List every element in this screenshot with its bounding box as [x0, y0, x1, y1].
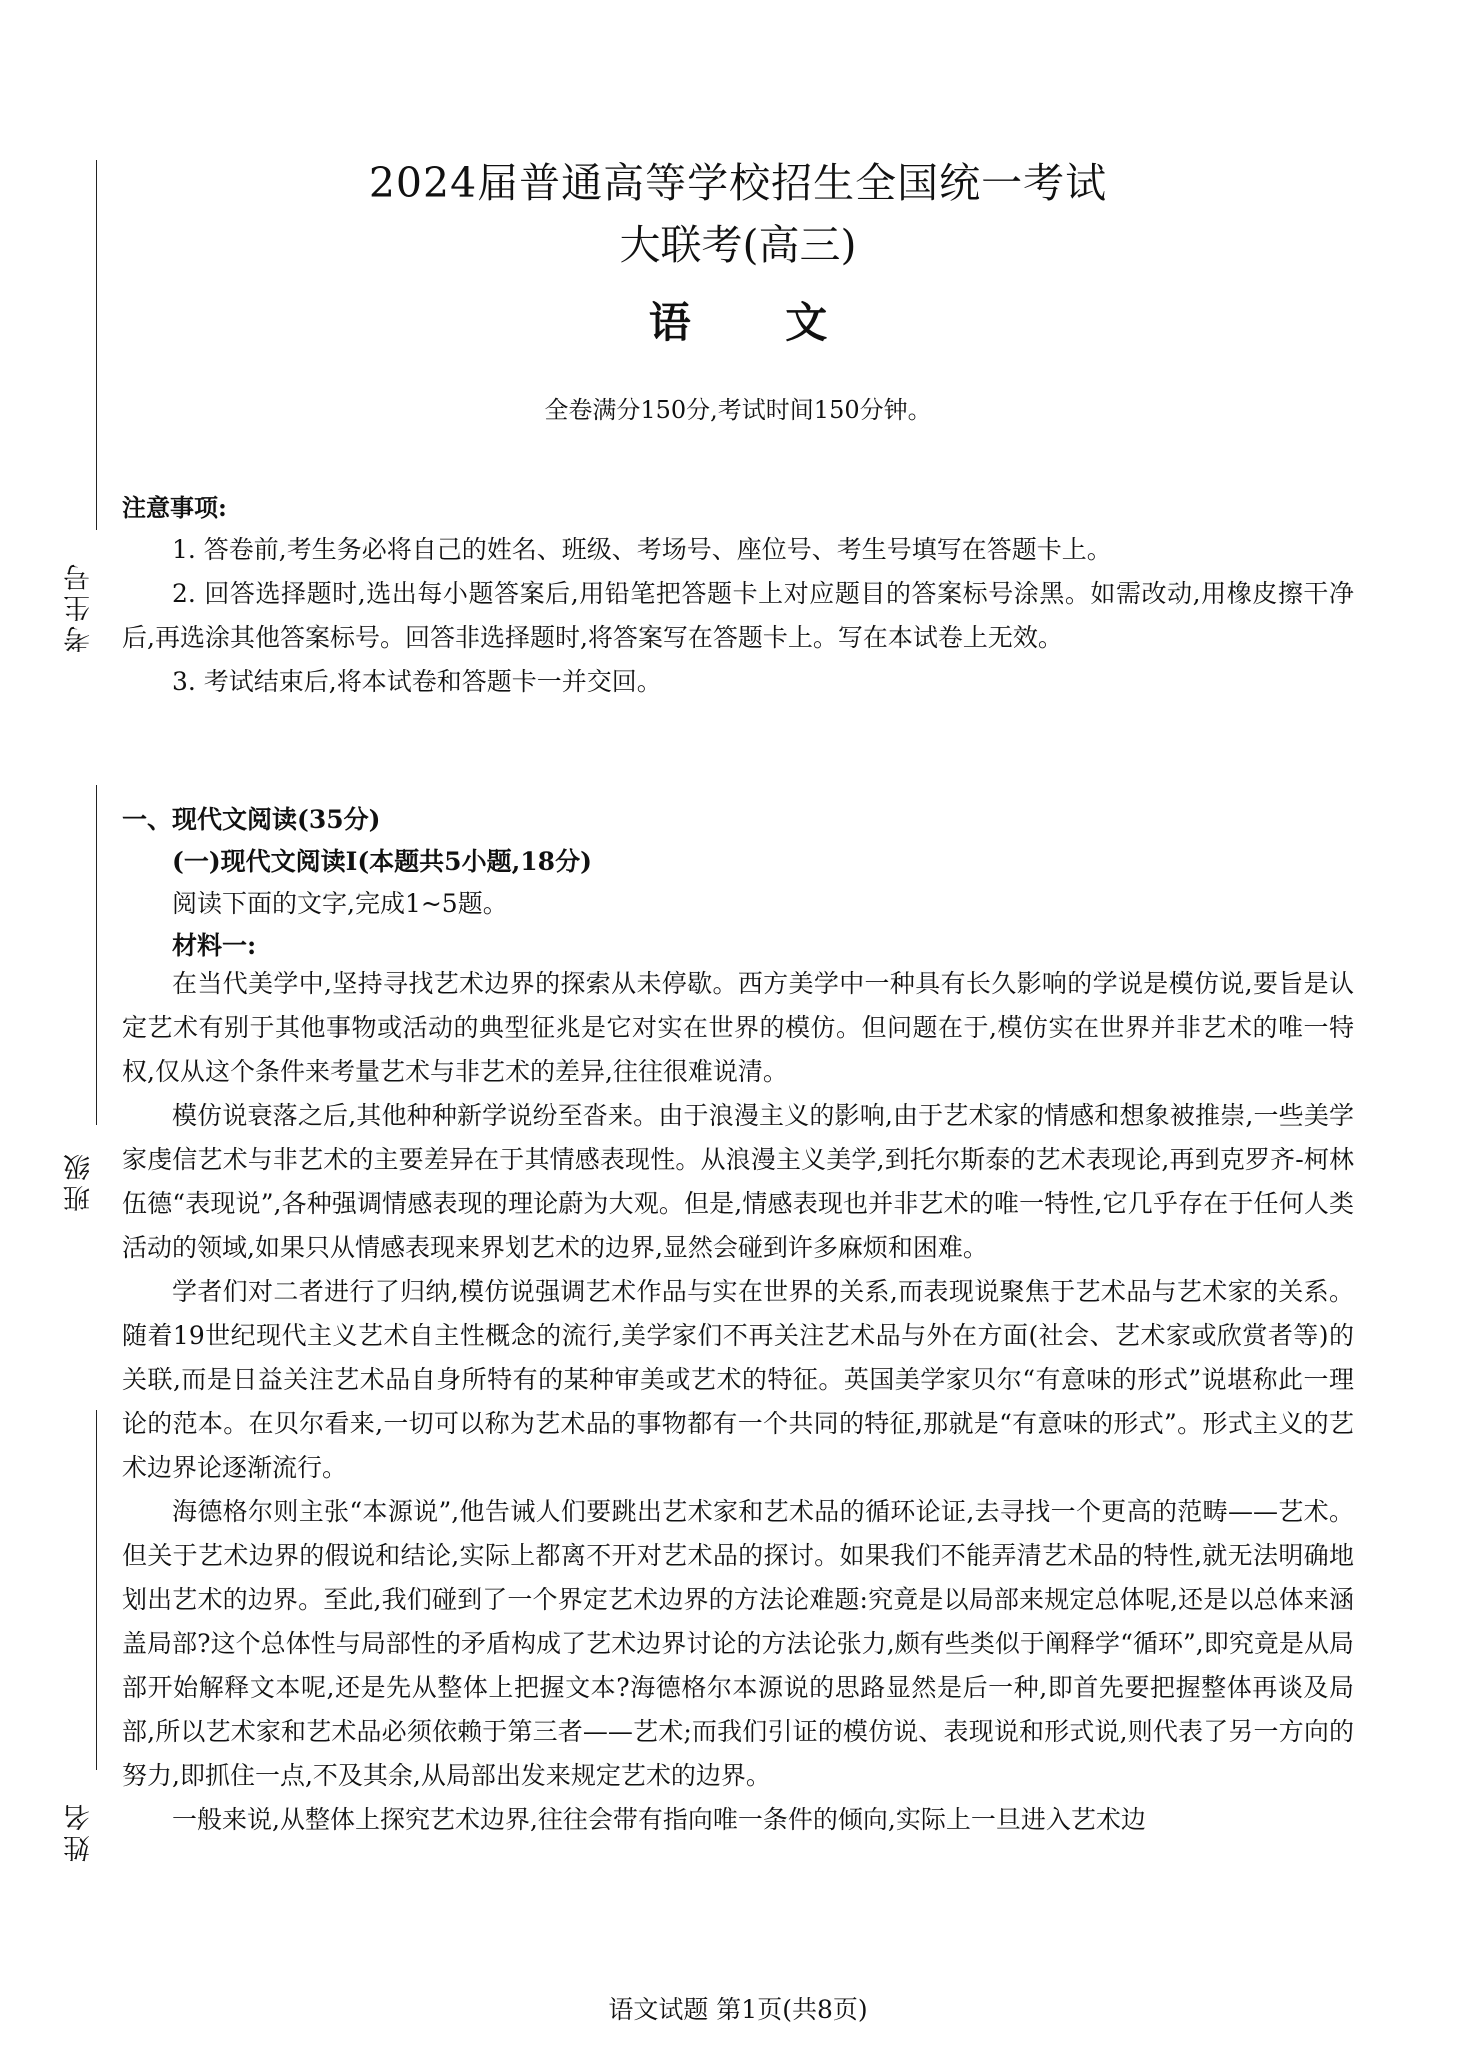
- notice-item: 3. 考试结束后,将本试卷和答题卡一并交回。: [172, 667, 662, 696]
- binding-line-bottom: [96, 1410, 97, 1770]
- passage-paragraph: 一般来说,从整体上探究艺术边界,往往会带有指向唯一条件的倾向,实际上一旦进入艺术边: [172, 1805, 1146, 1834]
- name-label: 姓名: [64, 1800, 95, 1862]
- material-label: 材料一:: [172, 931, 257, 960]
- binding-line-middle: [96, 785, 97, 1125]
- notice-item: 1. 答卷前,考生务必将自己的姓名、班级、考场号、座位号、考生号填写在答题卡上。: [172, 535, 1112, 564]
- exam-subtitle: 大联考(高三): [619, 221, 857, 269]
- passage-paragraph: 海德格尔则主张“本源说”,他告诫人们要跳出艺术家和艺术品的循环论证,去寻找一个更高的范畴——艺术。但关于艺术边界的假说和结论,实际上都离不开对艺术品的探讨。如果我们不能弄清艺术品的特性,就无法明确地划出艺术的边界。至此,我们碰到了一个界定艺术边界的方法论难题:究竟是以局部来规定总体呢,还是以总体来涵盖局部?这个总体性与局部性的矛盾构成了艺术边界讨论的方法论张力,颇有些类似于阐释学“循环”,即究竟是从局部开始解释文本呢,还是先从整体上把握文本?海德格尔本源说的思路显然是后一种,即首先要把握整体再谈及局部,所以艺术家和艺术品必须依赖于第三者——艺术;而我们引证的模仿说、表现说和形式说,则代表了另一方向的努力,即抓住一点,不及其余,从局部出发来规定艺术的边界。: [122, 1497, 1354, 1790]
- binding-margin: [0, 0, 120, 2051]
- reading-instruction: 阅读下面的文字,完成1~5题。: [172, 889, 508, 918]
- class-label: 班级: [64, 1150, 95, 1212]
- subject-title: 语 文: [648, 298, 868, 347]
- full-score-note: 全卷满分150分,考试时间150分钟。: [544, 396, 932, 424]
- section-heading: 一、现代文阅读(35分): [122, 805, 381, 834]
- passage-paragraph: 在当代美学中,坚持寻找艺术边界的探索从未停歇。西方美学中一种具有长久影响的学说是模仿说,要旨是认定艺术有别于其他事物或活动的典型征兆是它对实在世界的模仿。但问题在于,模仿实在世界并非艺术的唯一特权,仅从这个条件来考量艺术与非艺术的差异,往往很难说清。: [122, 969, 1354, 1086]
- subsection-heading: (一)现代文阅读Ⅰ(本题共5小题,18分): [172, 847, 592, 876]
- exam-page: [122, 0, 1354, 2051]
- notice-item: 2. 回答选择题时,选出每小题答案后,用铅笔把答题卡上对应题目的答案标号涂黑。如需改动,用橡皮擦干净后,再选涂其他答案标号。回答非选择题时,将答案写在答题卡上。写在本试卷上无效。: [122, 579, 1354, 652]
- reading-passage: [122, 962, 1354, 1842]
- page-footer: 语文试题 第1页(共8页): [608, 1995, 868, 2024]
- passage-paragraph: 模仿说衰落之后,其他种种新学说纷至沓来。由于浪漫主义的影响,由于艺术家的情感和想象被推崇,一些美学家虔信艺术与非艺术的主要差异在于其情感表现性。从浪漫主义美学,到托尔斯泰的艺术表现论,再到克罗齐-柯林伍德“表现说”,各种强调情感表现的理论蔚为大观。但是,情感表现也并非艺术的唯一特性,它几乎存在于任何人类活动的领域,如果只从情感表现来界划艺术的边界,显然会碰到许多麻烦和困难。: [122, 1101, 1354, 1262]
- notice-list: [122, 528, 1354, 704]
- passage-paragraph: 学者们对二者进行了归纳,模仿说强调艺术作品与实在世界的关系,而表现说聚焦于艺术品与艺术家的关系。随着19世纪现代主义艺术自主性概念的流行,美学家们不再关注艺术品与外在方面(社会、艺术家或欣赏者等)的关联,而是日益关注艺术品自身所特有的某种审美或艺术的特征。英国美学家贝尔“有意味的形式”说堪称此一理论的范本。在贝尔看来,一切可以称为艺术品的事物都有一个共同的特征,那就是“有意味的形式”。形式主义的艺术边界论逐渐流行。: [122, 1277, 1354, 1482]
- exam-number-label: 考生号: [64, 560, 95, 653]
- notice-heading: 注意事项:: [122, 493, 227, 522]
- binding-line-top: [96, 160, 97, 530]
- exam-title: 2024届普通高等学校招生全国统一考试: [368, 159, 1108, 207]
